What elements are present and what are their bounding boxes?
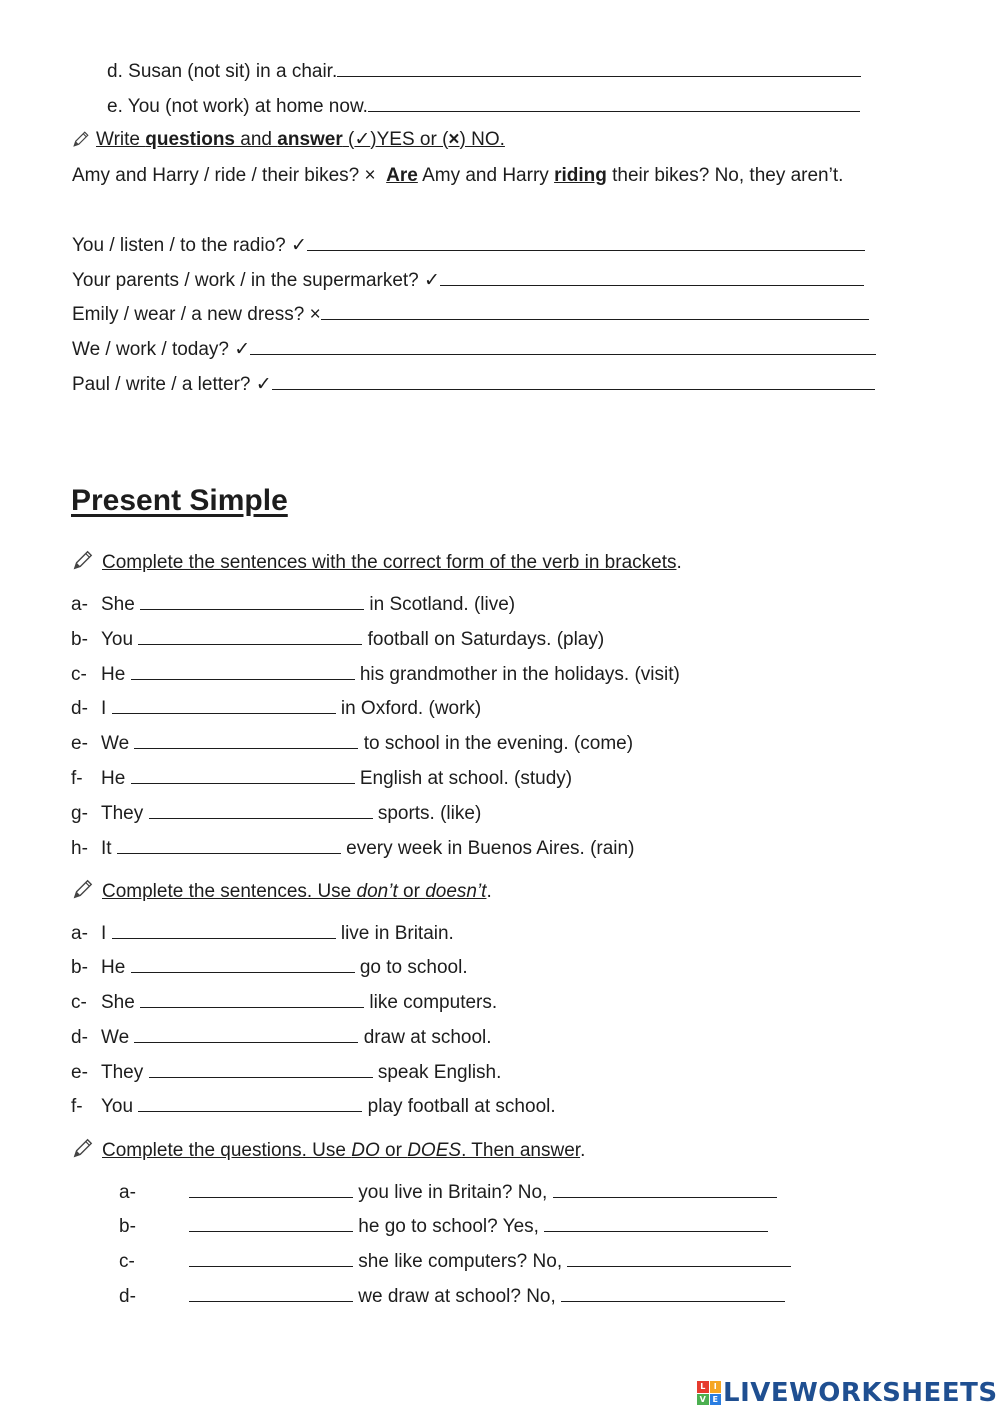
answer-blank[interactable] bbox=[189, 1214, 353, 1232]
answer-blank[interactable] bbox=[189, 1180, 353, 1198]
check-mark-icon: ✓ bbox=[354, 129, 371, 150]
exercise1-item: d- I in Oxford. (work) bbox=[71, 698, 482, 719]
question-prompt: Emily / wear / a new dress? × bbox=[72, 304, 321, 325]
answer-blank[interactable] bbox=[307, 233, 865, 251]
exercise3-item: d- we draw at school? No, bbox=[119, 1284, 785, 1309]
cross-mark-icon: × bbox=[448, 129, 460, 150]
questions-instruction bbox=[72, 128, 505, 152]
answer-blank[interactable] bbox=[112, 921, 336, 939]
example-rest: their bikes? No, they aren’t. bbox=[606, 165, 844, 186]
answer-blank[interactable] bbox=[321, 302, 869, 320]
exercise1-item: a- She in Scotland. (live) bbox=[71, 594, 516, 615]
exercise2-item: d- We draw at school. bbox=[71, 1027, 492, 1048]
exercise2-item: e- They speak English. bbox=[71, 1062, 502, 1083]
answer-blank[interactable] bbox=[138, 627, 362, 645]
answer-blank[interactable] bbox=[250, 337, 876, 355]
liveworksheets-logo[interactable] bbox=[697, 1376, 998, 1410]
top-item-label: d. bbox=[107, 61, 123, 82]
instruction-text: Complete the sentences with the correct form of the verb in brackets bbox=[102, 552, 677, 573]
exercise1-item: g- They sports. (like) bbox=[71, 803, 482, 824]
logo-text: LIVEWORKSHEETS bbox=[723, 1378, 998, 1408]
answer-blank[interactable] bbox=[189, 1249, 353, 1267]
answer-blank[interactable] bbox=[272, 372, 875, 390]
exercise1-item: f- He English at school. (study) bbox=[71, 768, 573, 789]
exercise1-instruction: Complete the sentences with the correct form of the verb in brackets. bbox=[72, 549, 682, 575]
answer-blank[interactable] bbox=[112, 696, 336, 714]
question-prompt: Paul / write / a letter? ✓ bbox=[72, 374, 272, 395]
top-item-text: You (not work) at home now. bbox=[127, 96, 368, 117]
answer-blank[interactable] bbox=[544, 1214, 768, 1232]
question-prompt: Your parents / work / in the supermarket? ✓ bbox=[72, 270, 440, 291]
answer-blank[interactable] bbox=[117, 836, 341, 854]
question-item bbox=[72, 372, 875, 397]
exercise2-item: a- I live in Britain. bbox=[71, 923, 454, 944]
pencil-icon bbox=[72, 130, 90, 148]
logo-mark-icon: L I V E bbox=[697, 1381, 721, 1405]
answer-blank[interactable] bbox=[131, 955, 355, 973]
answer-blank[interactable] bbox=[140, 592, 364, 610]
answer-blank[interactable] bbox=[440, 268, 864, 286]
answer-blank[interactable] bbox=[134, 1025, 358, 1043]
exercise1-item: e- We to school in the evening. (come) bbox=[71, 733, 634, 754]
answer-blank[interactable] bbox=[149, 801, 373, 819]
instruction-text: Complete the questions. Use DO or DOES. Then answer bbox=[102, 1140, 581, 1161]
answer-blank[interactable] bbox=[337, 59, 861, 77]
answer-blank[interactable] bbox=[131, 766, 355, 784]
example-prompt: Amy and Harry / ride / their bikes? × bbox=[72, 165, 376, 186]
answer-blank[interactable] bbox=[561, 1284, 785, 1302]
question-item bbox=[72, 337, 876, 362]
exercise1-item: h- It every week in Buenos Aires. (rain) bbox=[71, 838, 635, 859]
example-bold-are: Are bbox=[386, 165, 418, 186]
instruction-text: Complete the sentences. Use don’t or doesn’t bbox=[102, 881, 487, 902]
answer-blank[interactable] bbox=[368, 94, 860, 112]
top-item-d bbox=[107, 59, 861, 84]
answer-blank[interactable] bbox=[131, 662, 355, 680]
exercise1-item: b- You football on Saturdays. (play) bbox=[71, 629, 605, 650]
example-bold-riding: riding bbox=[554, 165, 607, 186]
exercise3-item: b- he go to school? Yes, bbox=[119, 1214, 768, 1239]
pencil-icon bbox=[72, 549, 94, 571]
answer-blank[interactable] bbox=[138, 1094, 362, 1112]
example-line: Amy and Harry / ride / their bikes? × Are Amy and Harry riding their bikes? No, they aren’t. bbox=[72, 165, 844, 186]
exercise3-instruction: Complete the questions. Use DO or DOES. Then answer. bbox=[72, 1137, 585, 1163]
exercise2-item: c- She like computers. bbox=[71, 992, 498, 1013]
pencil-icon bbox=[72, 878, 94, 900]
exercise2-item: b- He go to school. bbox=[71, 957, 468, 978]
pencil-icon bbox=[72, 1137, 94, 1159]
exercise2-item: f- You play football at school. bbox=[71, 1096, 556, 1117]
question-item bbox=[72, 233, 865, 258]
exercise3-item: c- she like computers? No, bbox=[119, 1249, 791, 1274]
question-prompt: You / listen / to the radio? ✓ bbox=[72, 235, 307, 256]
top-item-label: e. bbox=[107, 96, 123, 117]
top-item-e bbox=[107, 94, 860, 119]
exercise1-item: c- He his grandmother in the holidays. (visit) bbox=[71, 664, 680, 685]
top-item-text: Susan (not sit) in a chair. bbox=[128, 61, 338, 82]
question-prompt: We / work / today? ✓ bbox=[72, 339, 251, 360]
answer-blank[interactable] bbox=[567, 1249, 791, 1267]
answer-blank[interactable] bbox=[140, 990, 364, 1008]
answer-blank[interactable] bbox=[553, 1180, 777, 1198]
exercise2-instruction: Complete the sentences. Use don’t or doesn’t. bbox=[72, 878, 492, 904]
section-title: Present Simple bbox=[71, 484, 288, 517]
answer-blank[interactable] bbox=[149, 1060, 373, 1078]
instruction-text: Write questions and answer (✓)YES or (×) NO. bbox=[96, 129, 505, 150]
question-item bbox=[72, 302, 869, 327]
question-item bbox=[72, 268, 864, 293]
answer-blank[interactable] bbox=[134, 731, 358, 749]
exercise3-item: a- you live in Britain? No, bbox=[119, 1180, 777, 1205]
answer-blank[interactable] bbox=[189, 1284, 353, 1302]
